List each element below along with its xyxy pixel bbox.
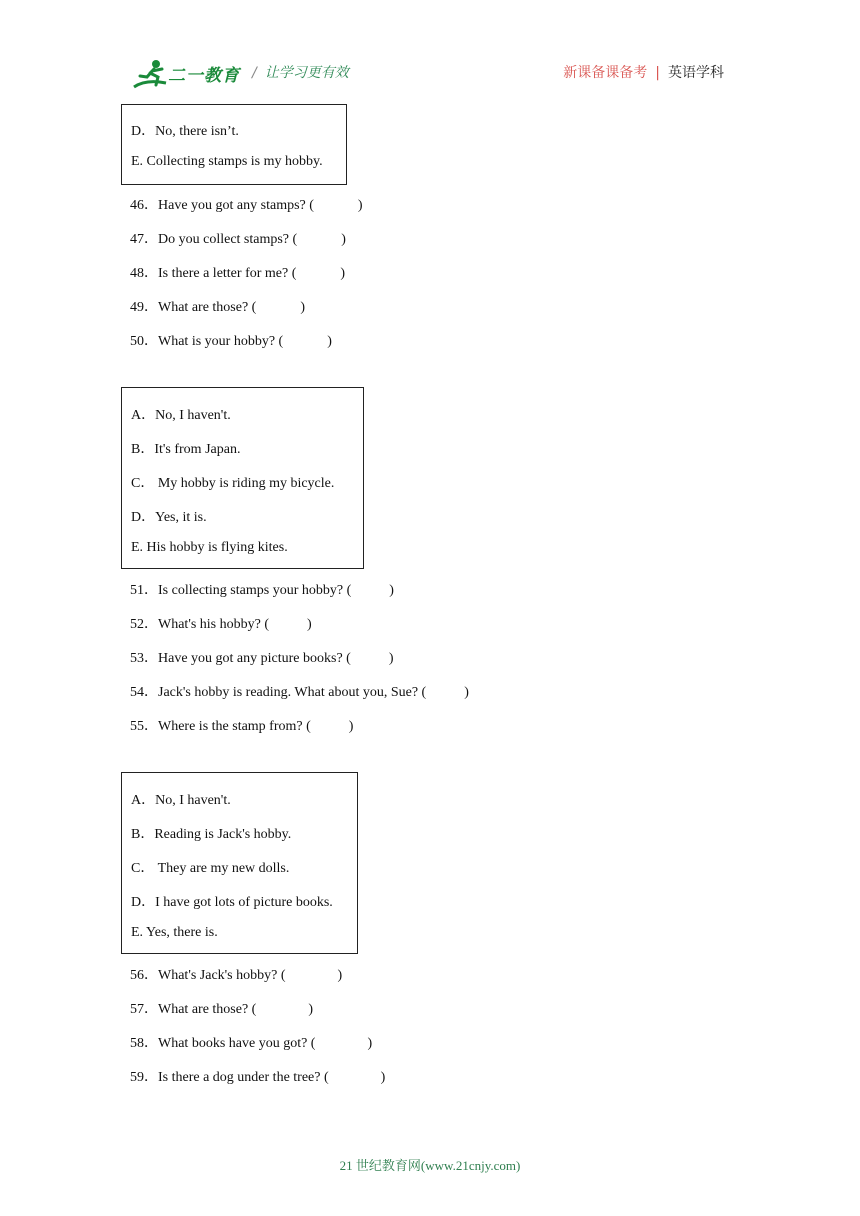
options-box-1 (121, 104, 347, 185)
close-paren: ) (337, 968, 343, 983)
close-paren: ) (357, 198, 363, 213)
question-51 (130, 579, 394, 599)
question-text: Where is the stamp from? ( (158, 719, 311, 734)
header-divider: | (655, 65, 660, 81)
option-a: A．No, I haven't. (131, 408, 231, 423)
question-56 (130, 964, 342, 984)
option-c: C． My hobby is riding my bicycle. (131, 476, 335, 491)
question-text: What are those? ( (158, 300, 257, 315)
question-text: What's Jack's hobby? ( (158, 968, 286, 983)
slash-divider: / (252, 65, 257, 81)
question-48 (130, 262, 345, 282)
question-text: Is collecting stamps your hobby? ( (158, 583, 352, 598)
option-c: C． They are my new dolls. (131, 861, 290, 876)
option-d: D．No, there isn’t. (131, 124, 239, 139)
question-text: What is your hobby? ( (158, 334, 284, 349)
question-number: 53． (130, 651, 158, 666)
question-text: What are those? ( (158, 1002, 257, 1017)
close-paren: ) (367, 1036, 373, 1051)
question-49 (130, 296, 305, 316)
question-number: 58． (130, 1036, 158, 1051)
option-a: A．No, I haven't. (131, 793, 231, 808)
question-number: 51． (130, 583, 158, 598)
question-number: 49． (130, 300, 158, 315)
question-number: 54． (130, 685, 158, 700)
page-header (0, 0, 860, 100)
question-52 (130, 613, 312, 633)
question-number: 57． (130, 1002, 158, 1017)
question-text: Do you collect stamps? ( (158, 232, 298, 247)
page-footer: 21 世纪教育网(www.21cnjy.com) (339, 1158, 521, 1173)
options-box-2 (121, 387, 364, 569)
close-paren: ) (348, 719, 354, 734)
slogan-text: 让学习更有效 (264, 65, 349, 81)
header-right-title: 新课备课备考 (563, 65, 648, 81)
question-46 (130, 194, 363, 214)
close-paren: ) (388, 651, 394, 666)
option-d: D．Yes, it is. (131, 510, 207, 525)
close-paren: ) (389, 583, 394, 598)
question-number: 48． (130, 266, 158, 281)
options-box-3 (121, 772, 358, 954)
question-text: Is there a dog under the tree? ( (158, 1070, 329, 1085)
subject-label: 英语学科 (668, 65, 724, 81)
question-text: Jack's hobby is reading. What about you, Sue? ( (158, 685, 427, 700)
option-e: E. His hobby is flying kites. (131, 540, 288, 555)
question-number: 52． (130, 617, 158, 632)
question-54 (130, 681, 469, 701)
close-paren: ) (464, 685, 469, 700)
question-57 (130, 998, 313, 1018)
question-number: 55． (130, 719, 158, 734)
option-d: D．I have got lots of picture books. (131, 895, 333, 910)
question-text: Is there a letter for me? ( (158, 266, 297, 281)
close-paren: ) (300, 300, 306, 315)
close-paren: ) (308, 1002, 314, 1017)
question-number: 46． (130, 198, 158, 213)
close-paren: ) (341, 232, 346, 247)
question-55 (130, 715, 353, 735)
header-right (563, 62, 724, 82)
question-47 (130, 228, 346, 248)
option-b: B．It's from Japan. (131, 442, 241, 457)
question-text: What books have you got? ( (158, 1036, 316, 1051)
question-number: 50． (130, 334, 158, 349)
close-paren: ) (327, 334, 332, 349)
close-paren: ) (380, 1070, 386, 1085)
close-paren: ) (340, 266, 346, 281)
slogan (252, 62, 349, 82)
question-text: What's his hobby? ( (158, 617, 270, 632)
question-58 (130, 1032, 372, 1052)
question-text: Have you got any picture books? ( (158, 651, 351, 666)
option-b: B．Reading is Jack's hobby. (131, 827, 292, 842)
question-59 (130, 1066, 385, 1086)
logo-text: 二一教育 (168, 66, 240, 86)
brand-logo (132, 57, 242, 91)
question-number: 47． (130, 232, 158, 247)
question-number: 56． (130, 968, 158, 983)
question-number: 59． (130, 1070, 158, 1085)
runner-icon (132, 57, 172, 91)
question-53 (130, 647, 394, 667)
option-e: E. Collecting stamps is my hobby. (131, 154, 323, 169)
option-e: E. Yes, there is. (131, 925, 218, 940)
close-paren: ) (307, 617, 312, 632)
question-50 (130, 330, 332, 350)
question-text: Have you got any stamps? ( (158, 198, 314, 213)
